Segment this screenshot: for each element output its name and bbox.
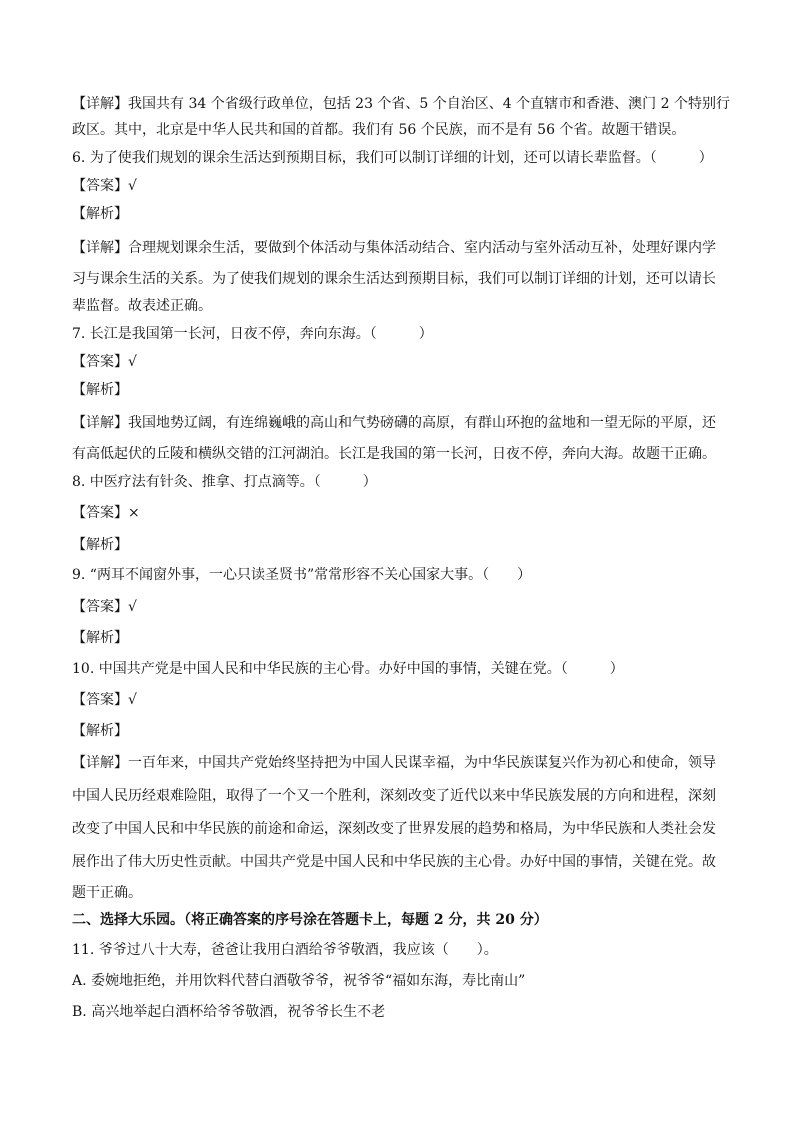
- question-10: 10. 中国共产党是中国人民和中华民族的主心骨。办好中国的事情，关键在党。（ ）: [72, 661, 624, 677]
- question-7: 7. 长江是我国第一长河，日夜不停，奔向东海。（ ）: [72, 326, 433, 342]
- text-line: 【详解】我国地势辽阔，有连绵巍峨的高山和气势磅礴的高原，有群山环抱的盆地和一望无际的平原，还: [72, 415, 716, 431]
- text-line: 【详解】我国共有 34 个省级行政单位，包括 23 个省、5 个自治区、4 个直辖市和香港、澳门 2 个特别行: [72, 96, 730, 112]
- text-line: 习与课余生活的关系。为了使我们规划的课余生活达到预期目标，我们可以制订详细的计划，还可以请长: [72, 271, 716, 287]
- question-11: 11. 爷爷过八十大寿，爸爸让我用白酒给爷爷敬酒，我应该（ ）。: [72, 942, 498, 958]
- text-line: 【详解】一百年来，中国共产党始终坚持把为中国人民谋幸福，为中华民族谋复兴作为初心和使命，领导: [72, 755, 716, 771]
- text-line: 辈监督。故表述正确。: [72, 298, 212, 314]
- text-line: 【详解】合理规划课余生活，要做到个体活动与集体活动结合、室内活动与室外活动互补，处理好课内学: [72, 240, 716, 256]
- text-line: 政区。其中，北京是中华人民共和国的首都。我们有 56 个民族，而不是有 56 个省。故题干错误。: [72, 122, 686, 138]
- analysis-label: 【解析】: [72, 382, 128, 398]
- text-line: 中国人民历经艰难险阻，取得了一个又一个胜利，深刻改变了近代以来中华民族发展的方向和进程，深刻: [72, 788, 716, 804]
- section-heading: 二、选择大乐园。（将正确答案的序号涂在答题卡上，每题 2 分，共 20 分）: [72, 912, 548, 928]
- analysis-label: 【解析】: [72, 537, 128, 553]
- analysis-label: 【解析】: [72, 723, 128, 739]
- answer-label: 【答案】√: [72, 599, 137, 615]
- answer-label: 【答案】√: [72, 178, 137, 194]
- option-a: A. 委婉地拒绝，并用饮料代替白酒敬爷爷，祝爷爷“福如东海，寿比南山”: [72, 973, 526, 989]
- text-line: 有高低起伏的丘陵和横纵交错的江河湖泊。长江是我国的第一长河，日夜不停，奔向大海。故题干正确。: [72, 446, 716, 462]
- question-8: 8. 中医疗法有针灸、推拿、打点滴等。（ ）: [72, 474, 377, 490]
- text-line: 展作出了伟大历史性贡献。中国共产党是中国人民和中华民族的主心骨。办好中国的事情，关键在党。故: [72, 854, 716, 870]
- answer-label: 【答案】×: [72, 505, 140, 521]
- option-b: B. 高兴地举起白酒杯给爷爷敬酒，祝爷爷长生不老: [72, 1004, 386, 1020]
- question-6: 6. 为了使我们规划的课余生活达到预期目标，我们可以制订详细的计划，还可以请长辈监督。（ ）: [72, 150, 713, 166]
- text-line: 改变了中国人民和中华民族的前途和命运，深刻改变了世界发展的趋势和格局，为中华民族和人类社会发: [72, 821, 716, 837]
- answer-label: 【答案】√: [72, 692, 137, 708]
- question-9: 9. “两耳不闻窗外事，一心只读圣贤书”常常形容不关心国家大事。（ ）: [72, 567, 532, 583]
- answer-label: 【答案】√: [72, 354, 137, 370]
- analysis-label: 【解析】: [72, 206, 128, 222]
- analysis-label: 【解析】: [72, 630, 128, 646]
- text-line: 题干正确。: [72, 885, 142, 901]
